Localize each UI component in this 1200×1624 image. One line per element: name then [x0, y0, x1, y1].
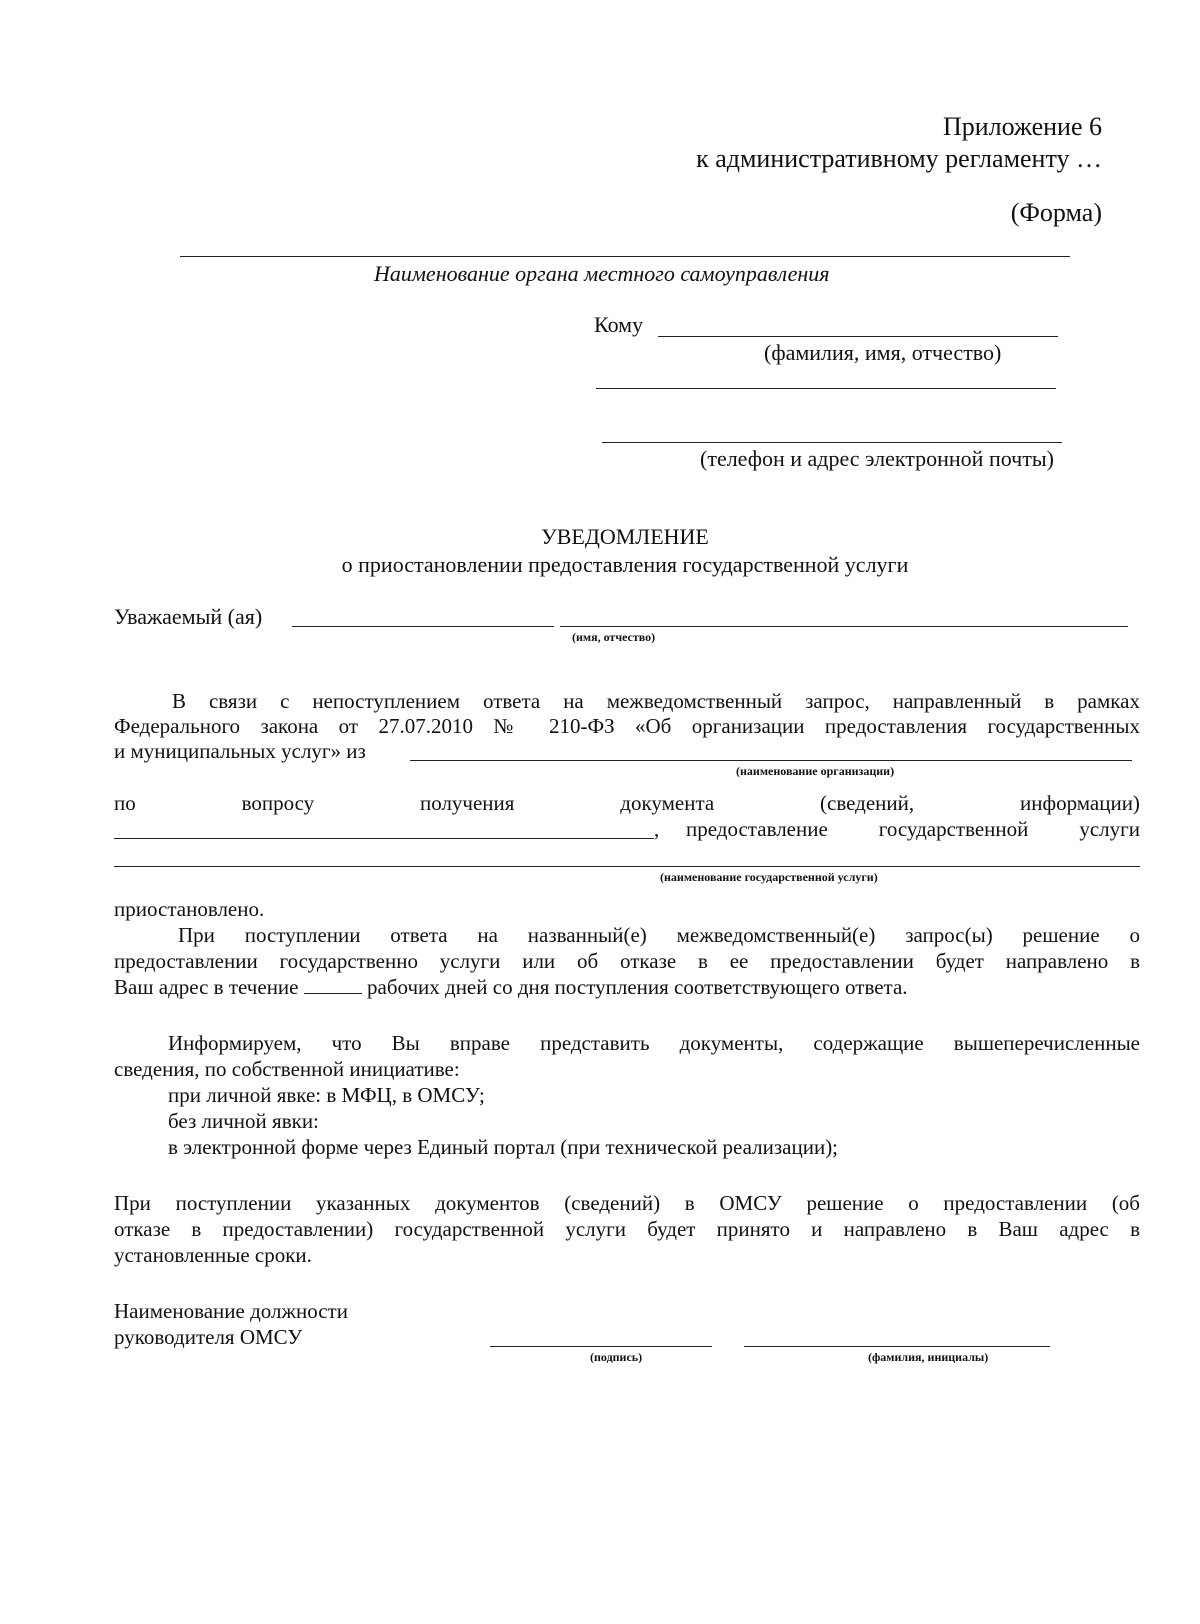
organ-name-line: [180, 256, 1070, 257]
greeting-caption: (имя, отчество): [572, 630, 656, 644]
position-line1: Наименование должности: [114, 1299, 348, 1323]
signer-name-caption: (фамилия, инициалы): [868, 1350, 989, 1364]
para3-item2: без личной явки:: [168, 1109, 319, 1133]
word: документа: [620, 791, 715, 815]
para1-suspended: приостановлено.: [114, 897, 265, 921]
organ-caption: Наименование органа местного самоуправления: [374, 261, 830, 286]
word: по: [114, 791, 136, 815]
para2-line2: предоставлении государственно услуги или об отказе в ее предоставлении будет направлено в: [114, 949, 1140, 973]
word: услуги: [1079, 817, 1140, 841]
para1-line3-prefix: и муниципальных услуг» из: [114, 739, 366, 763]
para2-line3-prefix: Ваш адрес в течение: [114, 975, 299, 999]
para3-item1: при личной явке: в МФЦ, в ОМСУ;: [168, 1083, 485, 1107]
greeting-line-1: [292, 626, 554, 627]
document-name-line: [114, 838, 654, 839]
word: вопросу: [241, 791, 315, 815]
para2-line3: [114, 974, 908, 1000]
para3-item3: в электронной форме через Единый портал (при технической реализации);: [168, 1135, 839, 1159]
para2-line3-suffix: рабочих дней со дня поступления соответствующего ответа.: [367, 975, 908, 999]
para1-line1: В связи с непоступлением ответа на межведомственный запрос, направленный в рамках: [172, 689, 1140, 713]
recipient-name-caption: (фамилия, имя, отчество): [764, 340, 1002, 365]
para4-line2: отказе в предоставлении) государственной услуги будет принято и направлено в Ваш адрес в: [114, 1217, 1140, 1241]
days-blank: [304, 975, 362, 994]
word: информации): [1019, 791, 1140, 815]
service-name-line: [114, 866, 1140, 867]
para1-line2: Федерального закона от 27.07.2010 № 210-ФЗ «Об организации предоставления государственных: [114, 714, 1140, 738]
signer-name-line: [744, 1346, 1050, 1347]
notice-subtitle: о приостановлении предоставления государственной услуги: [341, 552, 909, 577]
word: (сведений,: [820, 791, 915, 815]
recipient-contact-caption: (телефон и адрес электронной почты): [700, 446, 1054, 471]
position-line2: руководителя ОМСУ: [114, 1325, 303, 1349]
para2-line1: При поступлении ответа на названный(е) межведомственный(е) запрос(ы) решение о: [178, 923, 1140, 947]
para4-line1: При поступлении указанных документов (сведений) в ОМСУ решение о предоставлении (об: [114, 1191, 1140, 1215]
para4-line3: установленные сроки.: [114, 1243, 312, 1267]
service-caption: (наименование государственной услуги): [660, 870, 878, 884]
recipient-contact-line: [602, 442, 1062, 443]
regulation-label: к административному регламенту …: [696, 144, 1102, 173]
para1-line4: [114, 790, 1140, 816]
word: получения: [419, 791, 515, 815]
recipient-name-line: [658, 336, 1058, 337]
notice-title: УВЕДОМЛЕНИЕ: [541, 524, 709, 549]
word: предоставление: [686, 817, 828, 841]
para3-line1: Информируем, что Вы вправе представить документы, содержащие вышеперечисленные: [168, 1031, 1140, 1055]
signature-caption: (подпись): [590, 1350, 643, 1364]
para1-line5-tail: [686, 816, 1140, 842]
signature-line: [490, 1346, 712, 1347]
recipient-extra-line: [596, 388, 1056, 389]
appendix-label: Приложение 6: [942, 112, 1102, 141]
word: государственной: [878, 817, 1029, 841]
form-label: (Форма): [1010, 198, 1102, 227]
org-caption: (наименование организации): [736, 764, 895, 778]
to-label: Кому: [594, 312, 644, 337]
greeting-line-2: [560, 626, 1128, 627]
org-name-line: [410, 760, 1132, 761]
greeting-label: Уважаемый (ая): [114, 604, 263, 629]
para1-comma: ,: [654, 817, 660, 841]
para3-line2: сведения, по собственной инициативе:: [114, 1057, 460, 1081]
